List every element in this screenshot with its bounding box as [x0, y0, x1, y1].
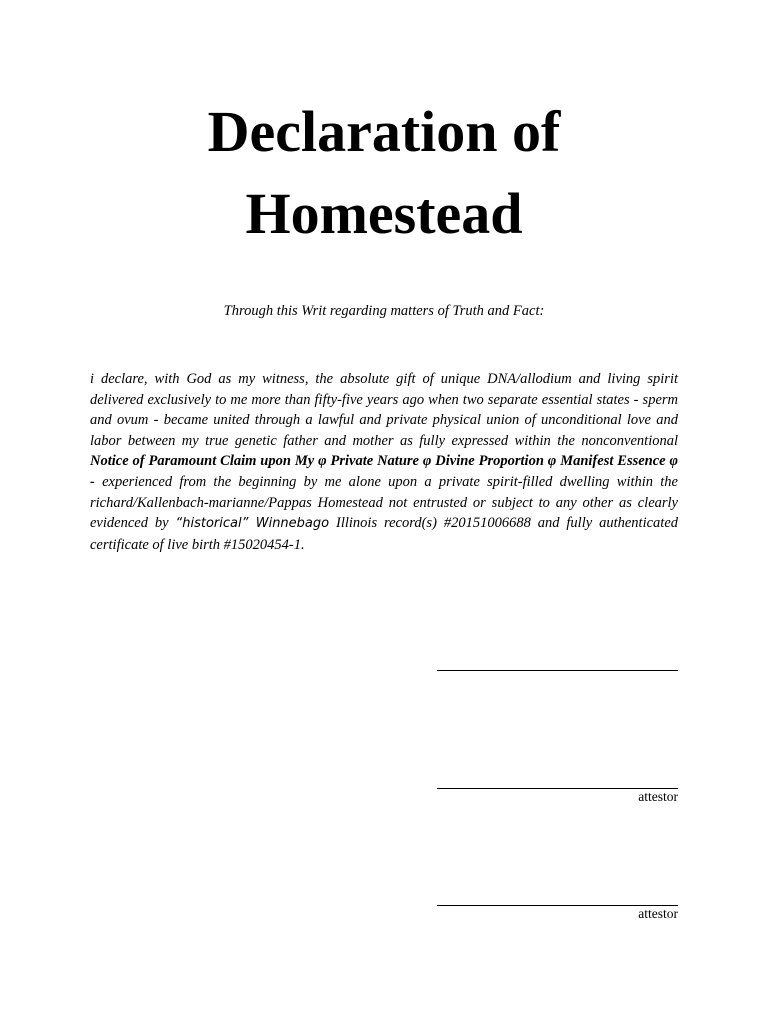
declaration-text-part-1: i declare, with God as my witness, the absolute gift of unique DNA/allodium and living spirit delivered exclusively to me more than fifty-five years ago when two separate essential states - sperm and ovum - became united through a lawful and private physical union of unconditional love and labor between my true genetic father and mother as fully expressed within the nonconventional: [90, 371, 678, 449]
historical-winnebago-phrase: “historical” Winnebago: [175, 516, 330, 532]
declaration-paragraph: [90, 369, 678, 555]
attestor-label-2: attestor: [638, 906, 678, 921]
signature-line-declarant: [437, 670, 678, 671]
attestor-label-1: attestor: [638, 789, 678, 804]
declaration-text-part-2: experienced from the beginning by me alone upon a private spirit-filled dwelling within the richard/Kallenbach-marianne/Pappas Homestead not entrusted or subject to any other as clearly evidenced by: [90, 473, 678, 532]
declaration-text-part-3: Illinois record(s) #20151006688 and fully authenticated certificate of live birth #15020454-1.: [90, 515, 678, 553]
document-subtitle: Through this Writ regarding matters of Truth and Fact:: [223, 303, 545, 319]
document-title-line-1: Declaration of: [207, 99, 561, 164]
paramount-claim-notice: Notice of Paramount Claim upon My φ Private Nature φ Divine Proportion φ Manifest Essence φ -: [90, 453, 678, 490]
document-title-line-2: Homestead: [245, 181, 523, 246]
